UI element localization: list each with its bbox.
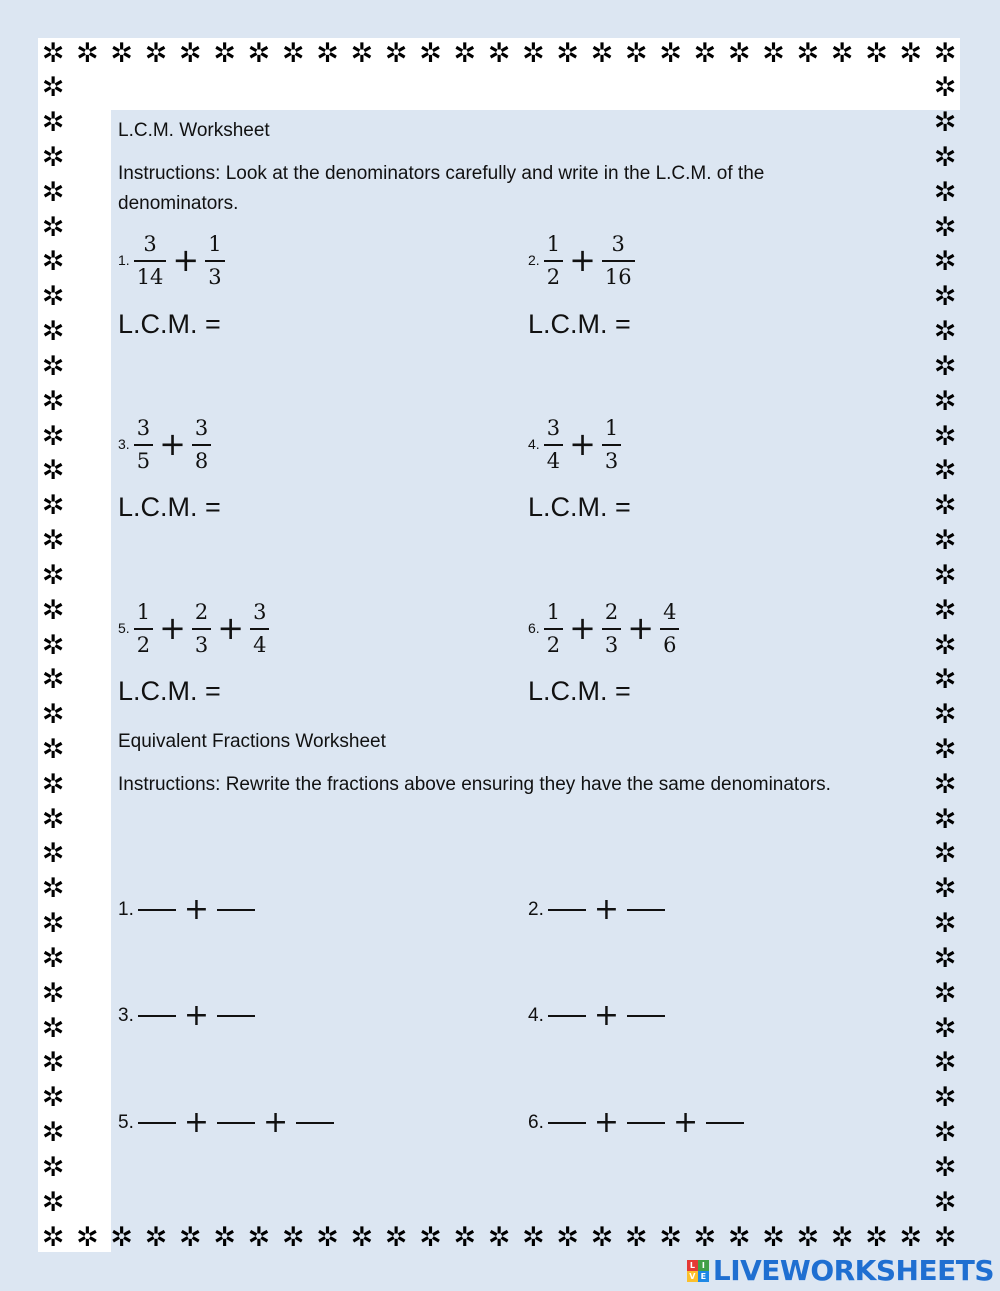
answer-blank[interactable] bbox=[138, 1122, 176, 1124]
flower-ornament-icon: ✲ bbox=[521, 37, 545, 69]
plus-sign: + bbox=[183, 998, 209, 1033]
plus-sign: + bbox=[673, 1105, 699, 1140]
row-number: 4. bbox=[528, 1005, 544, 1026]
fraction-bar bbox=[544, 444, 563, 446]
flower-ornament-icon: ✲ bbox=[933, 525, 957, 557]
flower-ornament-icon: ✲ bbox=[933, 281, 957, 313]
flower-ornament-icon: ✲ bbox=[933, 942, 957, 974]
flower-ornament-icon: ✲ bbox=[933, 803, 957, 835]
flower-ornament-icon: ✲ bbox=[727, 1221, 751, 1253]
equivalent-row-5 bbox=[118, 1105, 336, 1140]
lcm-answer-label[interactable]: L.C.M. = bbox=[528, 492, 631, 522]
lcm-problem-2 bbox=[528, 232, 637, 289]
fraction bbox=[134, 232, 167, 289]
denominator: 6 bbox=[663, 632, 677, 657]
row-number: 5. bbox=[118, 1112, 134, 1133]
flower-ornament-icon: ✲ bbox=[316, 1221, 339, 1253]
flower-ornament-icon: ✲ bbox=[933, 1221, 957, 1253]
flower-ornament-icon: ✲ bbox=[933, 316, 957, 348]
flower-ornament-icon: ✲ bbox=[933, 176, 957, 208]
lcm-instructions: Instructions: Look at the denominators carefully and write in the L.C.M. of the denominators. bbox=[118, 163, 765, 214]
brand-mark-cell: I bbox=[698, 1260, 709, 1271]
plus-sign: + bbox=[593, 998, 619, 1033]
fraction-bar bbox=[544, 628, 563, 630]
flower-ornament-icon: ✲ bbox=[933, 629, 957, 661]
numerator: 1 bbox=[546, 600, 561, 624]
flower-ornament-icon: ✲ bbox=[41, 316, 65, 348]
fraction-bar bbox=[660, 628, 679, 630]
denominator: 3 bbox=[208, 264, 222, 289]
fraction-bar bbox=[134, 444, 153, 446]
flower-ornament-icon: ✲ bbox=[41, 1186, 65, 1218]
numerator: 3 bbox=[253, 600, 267, 624]
flower-ornament-icon: ✲ bbox=[41, 1117, 65, 1149]
lcm-answer-label[interactable]: L.C.M. = bbox=[528, 676, 631, 706]
numerator: 3 bbox=[546, 416, 561, 440]
numerator: 3 bbox=[611, 232, 625, 256]
flower-ornament-icon: ✲ bbox=[453, 37, 476, 69]
numerator: 1 bbox=[136, 600, 151, 624]
equivalent-row-1 bbox=[118, 892, 257, 927]
brand-mark-cell: E bbox=[698, 1271, 709, 1282]
flower-ornament-icon: ✲ bbox=[316, 37, 339, 69]
lcm-problem-4 bbox=[528, 416, 623, 473]
flower-ornament-icon: ✲ bbox=[41, 141, 65, 173]
flower-ornament-icon: ✲ bbox=[933, 664, 957, 696]
denominator: 16 bbox=[604, 264, 632, 289]
answer-blank[interactable] bbox=[217, 1122, 255, 1124]
flower-ornament-icon: ✲ bbox=[796, 37, 820, 69]
flower-ornament-icon: ✲ bbox=[110, 1221, 133, 1253]
plus-sign: + bbox=[569, 425, 596, 464]
problem-number: 6. bbox=[528, 620, 540, 637]
fraction bbox=[544, 416, 563, 473]
flower-ornament-icon: ✲ bbox=[213, 37, 236, 69]
equivalent-row-2 bbox=[528, 892, 667, 927]
numerator: 3 bbox=[143, 232, 157, 256]
fraction bbox=[250, 600, 269, 657]
flower-ornament-icon: ✲ bbox=[933, 873, 957, 905]
plus-sign: + bbox=[217, 609, 245, 648]
problem-number: 4. bbox=[528, 436, 540, 453]
answer-blank[interactable] bbox=[627, 1015, 665, 1017]
flower-ornament-icon: ✲ bbox=[796, 1221, 820, 1253]
flower-ornament-icon: ✲ bbox=[933, 37, 957, 69]
flower-ornament-icon: ✲ bbox=[178, 37, 202, 69]
flower-ornament-icon: ✲ bbox=[453, 1221, 476, 1253]
problem-number: 1. bbox=[118, 252, 130, 269]
numerator: 1 bbox=[546, 232, 561, 256]
flower-ornament-icon: ✲ bbox=[41, 385, 65, 417]
flower-ornament-icon: ✲ bbox=[41, 350, 65, 382]
fraction-bar bbox=[602, 260, 635, 262]
numerator: 3 bbox=[194, 416, 209, 440]
answer-blank[interactable] bbox=[138, 909, 176, 911]
lcm-answer-label[interactable]: L.C.M. = bbox=[118, 492, 221, 522]
lcm-worksheet-title: L.C.M. Worksheet bbox=[118, 120, 270, 141]
fraction-bar bbox=[192, 444, 211, 446]
flower-ornament-icon: ✲ bbox=[178, 1221, 202, 1253]
numerator: 2 bbox=[604, 600, 619, 624]
flower-ornament-icon: ✲ bbox=[41, 768, 65, 800]
flower-ornament-icon: ✲ bbox=[41, 977, 65, 1009]
row-number: 2. bbox=[528, 899, 544, 920]
flower-ornament-icon: ✲ bbox=[899, 37, 922, 69]
numerator: 2 bbox=[194, 600, 209, 624]
answer-blank[interactable] bbox=[548, 909, 586, 911]
row-number: 3. bbox=[118, 1005, 134, 1026]
fraction-bar bbox=[250, 628, 269, 630]
flower-ornament-icon: ✲ bbox=[41, 37, 65, 69]
plus-sign: + bbox=[263, 1105, 289, 1140]
numerator: 1 bbox=[604, 416, 619, 440]
flower-ornament-icon: ✲ bbox=[419, 1221, 442, 1253]
denominator: 14 bbox=[136, 264, 164, 289]
problem-number: 3. bbox=[118, 436, 130, 453]
flower-ornament-icon: ✲ bbox=[933, 211, 957, 243]
fraction bbox=[192, 416, 211, 473]
fraction bbox=[544, 232, 563, 289]
flower-ornament-icon: ✲ bbox=[556, 37, 579, 69]
brand-mark-cell: L bbox=[687, 1260, 698, 1271]
flower-ornament-icon: ✲ bbox=[762, 37, 785, 69]
answer-blank[interactable] bbox=[217, 909, 255, 911]
flower-ornament-icon: ✲ bbox=[933, 1186, 957, 1218]
flower-ornament-icon: ✲ bbox=[41, 559, 65, 591]
flower-ornament-icon: ✲ bbox=[933, 699, 957, 731]
lcm-answer-label[interactable]: L.C.M. = bbox=[528, 309, 631, 339]
answer-blank[interactable] bbox=[706, 1122, 744, 1124]
flower-ornament-icon: ✲ bbox=[41, 246, 65, 278]
flower-ornament-icon: ✲ bbox=[41, 594, 65, 626]
flower-ornament-icon: ✲ bbox=[933, 141, 957, 173]
lcm-answer-label[interactable]: L.C.M. = bbox=[118, 676, 221, 706]
fraction bbox=[192, 600, 211, 657]
flower-ornament-icon: ✲ bbox=[41, 420, 65, 452]
flower-ornament-icon: ✲ bbox=[41, 629, 65, 661]
flower-ornament-icon: ✲ bbox=[41, 733, 65, 765]
flower-ornament-icon: ✲ bbox=[247, 37, 271, 69]
flower-ornament-icon: ✲ bbox=[556, 1221, 579, 1253]
flower-ornament-icon: ✲ bbox=[144, 1221, 168, 1253]
flower-ornament-icon: ✲ bbox=[41, 281, 65, 313]
flower-ornament-icon: ✲ bbox=[247, 1221, 271, 1253]
denominator: 3 bbox=[194, 632, 209, 657]
flower-ornament-icon: ✲ bbox=[830, 1221, 854, 1253]
lcm-answer-label[interactable]: L.C.M. = bbox=[118, 309, 221, 339]
denominator: 2 bbox=[546, 264, 561, 289]
fraction bbox=[134, 600, 153, 657]
flower-ornament-icon: ✲ bbox=[933, 107, 957, 139]
plus-sign: + bbox=[183, 892, 209, 927]
denominator: 8 bbox=[194, 448, 209, 473]
flower-ornament-icon: ✲ bbox=[933, 559, 957, 591]
flower-ornament-icon: ✲ bbox=[933, 1047, 957, 1079]
flower-ornament-icon: ✲ bbox=[41, 664, 65, 696]
flower-ornament-icon: ✲ bbox=[933, 246, 957, 278]
numerator: 3 bbox=[136, 416, 151, 440]
fraction-bar bbox=[134, 628, 153, 630]
flower-ornament-icon: ✲ bbox=[41, 873, 65, 905]
flower-ornament-icon: ✲ bbox=[419, 37, 442, 69]
flower-ornament-icon: ✲ bbox=[933, 768, 957, 800]
equivalent-row-6 bbox=[528, 1105, 746, 1140]
answer-blank[interactable] bbox=[627, 909, 665, 911]
flower-ornament-icon: ✲ bbox=[693, 1221, 717, 1253]
flower-ornament-icon: ✲ bbox=[521, 1221, 545, 1253]
flower-ornament-icon: ✲ bbox=[487, 1221, 511, 1253]
answer-blank[interactable] bbox=[627, 1122, 665, 1124]
flower-ornament-icon: ✲ bbox=[659, 1221, 682, 1253]
flower-ornament-icon: ✲ bbox=[384, 37, 408, 69]
denominator: 2 bbox=[546, 632, 561, 657]
flower-ornament-icon: ✲ bbox=[933, 455, 957, 487]
flower-ornament-icon: ✲ bbox=[933, 1082, 957, 1114]
flower-ornament-icon: ✲ bbox=[41, 942, 65, 974]
flower-ornament-icon: ✲ bbox=[41, 838, 65, 870]
flower-ornament-icon: ✲ bbox=[41, 1221, 65, 1253]
plus-sign: + bbox=[593, 892, 619, 927]
flower-ornament-icon: ✲ bbox=[865, 1221, 888, 1253]
flower-ornament-icon: ✲ bbox=[41, 699, 65, 731]
flower-ornament-icon: ✲ bbox=[41, 490, 65, 522]
denominator: 2 bbox=[136, 632, 151, 657]
answer-blank[interactable] bbox=[296, 1122, 334, 1124]
answer-blank[interactable] bbox=[548, 1122, 586, 1124]
denominator: 5 bbox=[136, 448, 151, 473]
denominator: 3 bbox=[604, 632, 619, 657]
flower-ornament-icon: ✲ bbox=[693, 37, 717, 69]
flower-ornament-icon: ✲ bbox=[933, 594, 957, 626]
answer-blank[interactable] bbox=[217, 1015, 255, 1017]
fraction-bar bbox=[192, 628, 211, 630]
flower-ornament-icon: ✲ bbox=[727, 37, 751, 69]
flower-ornament-icon: ✲ bbox=[933, 733, 957, 765]
flower-ornament-icon: ✲ bbox=[899, 1221, 922, 1253]
row-number: 6. bbox=[528, 1112, 544, 1133]
liveworksheets-logo bbox=[687, 1254, 994, 1287]
flower-ornament-icon: ✲ bbox=[933, 838, 957, 870]
plus-sign: + bbox=[569, 241, 596, 280]
row-number: 1. bbox=[118, 899, 134, 920]
flower-ornament-icon: ✲ bbox=[590, 37, 614, 69]
equivalent-row-3 bbox=[118, 998, 257, 1033]
flower-ornament-icon: ✲ bbox=[350, 37, 374, 69]
flower-ornament-icon: ✲ bbox=[933, 1151, 957, 1183]
flower-ornament-icon: ✲ bbox=[213, 1221, 236, 1253]
flower-ornament-icon: ✲ bbox=[41, 525, 65, 557]
flower-ornament-icon: ✲ bbox=[590, 1221, 614, 1253]
numerator: 1 bbox=[208, 232, 222, 256]
answer-blank[interactable] bbox=[548, 1015, 586, 1017]
flower-ornament-icon: ✲ bbox=[41, 803, 65, 835]
flower-ornament-icon: ✲ bbox=[41, 1082, 65, 1114]
fraction-bar bbox=[134, 260, 167, 262]
flower-ornament-icon: ✲ bbox=[41, 72, 65, 104]
problem-number: 2. bbox=[528, 252, 540, 269]
fraction bbox=[660, 600, 679, 657]
brand-mark-icon bbox=[687, 1260, 709, 1282]
plus-sign: + bbox=[627, 609, 655, 648]
plus-sign: + bbox=[593, 1105, 619, 1140]
flower-ornament-icon: ✲ bbox=[762, 1221, 785, 1253]
brand-mark-cell: V bbox=[687, 1271, 698, 1282]
numerator: 4 bbox=[663, 600, 677, 624]
fraction bbox=[602, 600, 621, 657]
fraction-bar bbox=[602, 444, 621, 446]
flower-ornament-icon: ✲ bbox=[41, 455, 65, 487]
flower-ornament-icon: ✲ bbox=[865, 37, 888, 69]
equivalent-row-4 bbox=[528, 998, 667, 1033]
flower-ornament-icon: ✲ bbox=[41, 1012, 65, 1044]
flower-ornament-icon: ✲ bbox=[933, 350, 957, 382]
fraction bbox=[602, 416, 621, 473]
plus-sign: + bbox=[159, 609, 186, 648]
fraction-bar bbox=[602, 628, 621, 630]
flower-ornament-icon: ✲ bbox=[933, 908, 957, 940]
flower-ornament-icon: ✲ bbox=[384, 1221, 408, 1253]
flower-ornament-icon: ✲ bbox=[75, 1221, 99, 1253]
brand-name: LIVEWORKSHEETS bbox=[712, 1254, 994, 1287]
flower-ornament-icon: ✲ bbox=[624, 1221, 648, 1253]
flower-ornament-icon: ✲ bbox=[624, 37, 648, 69]
lcm-problem-1 bbox=[118, 232, 227, 289]
flower-ornament-icon: ✲ bbox=[144, 37, 168, 69]
fraction bbox=[205, 232, 224, 289]
fraction bbox=[134, 416, 153, 473]
lcm-problem-5 bbox=[118, 600, 271, 657]
denominator: 3 bbox=[604, 448, 619, 473]
flower-ornament-icon: ✲ bbox=[75, 37, 99, 69]
answer-blank[interactable] bbox=[138, 1015, 176, 1017]
denominator: 4 bbox=[253, 632, 267, 657]
denominator: 4 bbox=[546, 448, 561, 473]
flower-ornament-icon: ✲ bbox=[281, 37, 305, 69]
fraction bbox=[544, 600, 563, 657]
flower-ornament-icon: ✲ bbox=[933, 490, 957, 522]
plus-sign: + bbox=[569, 609, 596, 648]
problem-number: 5. bbox=[118, 620, 130, 637]
flower-ornament-icon: ✲ bbox=[933, 1012, 957, 1044]
flower-ornament-icon: ✲ bbox=[41, 1047, 65, 1079]
flower-ornament-icon: ✲ bbox=[933, 1117, 957, 1149]
flower-ornament-icon: ✲ bbox=[350, 1221, 374, 1253]
plus-sign: + bbox=[172, 241, 200, 280]
flower-ornament-icon: ✲ bbox=[41, 908, 65, 940]
flower-ornament-icon: ✲ bbox=[41, 1151, 65, 1183]
fraction-bar bbox=[205, 260, 224, 262]
flower-ornament-icon: ✲ bbox=[41, 176, 65, 208]
flower-ornament-icon: ✲ bbox=[933, 420, 957, 452]
fraction bbox=[602, 232, 635, 289]
lcm-problem-6 bbox=[528, 600, 681, 657]
fraction-bar bbox=[544, 260, 563, 262]
plus-sign: + bbox=[183, 1105, 209, 1140]
flower-ornament-icon: ✲ bbox=[933, 72, 957, 104]
flower-ornament-icon: ✲ bbox=[41, 211, 65, 243]
lcm-problem-3 bbox=[118, 416, 213, 473]
flower-ornament-icon: ✲ bbox=[830, 37, 854, 69]
equivalent-worksheet-title: Equivalent Fractions Worksheet bbox=[118, 731, 386, 752]
plus-sign: + bbox=[159, 425, 186, 464]
flower-ornament-icon: ✲ bbox=[933, 977, 957, 1009]
flower-ornament-icon: ✲ bbox=[487, 37, 511, 69]
equivalent-instructions: Instructions: Rewrite the fractions above ensuring they have the same denominators. bbox=[118, 774, 831, 795]
flower-ornament-icon: ✲ bbox=[659, 37, 682, 69]
flower-ornament-icon: ✲ bbox=[41, 107, 65, 139]
flower-ornament-icon: ✲ bbox=[110, 37, 133, 69]
flower-ornament-icon: ✲ bbox=[933, 385, 957, 417]
flower-ornament-icon: ✲ bbox=[281, 1221, 305, 1253]
